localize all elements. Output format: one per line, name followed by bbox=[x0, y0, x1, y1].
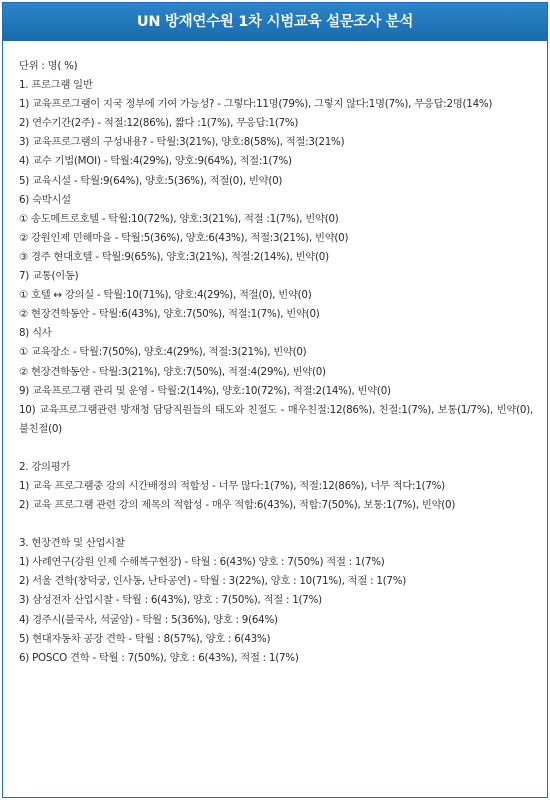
unit-label: 단위 : 명( %) bbox=[19, 60, 78, 72]
section-heading: 2. 강의평가 bbox=[19, 460, 71, 473]
list-item: 2) 서울 견학(창덕궁, 인사동, 난타공연) - 탁월 : 3(22%), 양호 : 10(71%), 적절 : 1(7%) bbox=[19, 575, 406, 588]
list-item: 6) 숙박시설 bbox=[19, 193, 71, 206]
list-item: 2) 연수기간(2주) - 적절:12(86%), 짧다 :1(7%), 무응답:1(7%) bbox=[19, 117, 299, 130]
section-heading: 1. 프로그램 일반 bbox=[19, 79, 93, 92]
list-item: 1) 교육프로그램이 지국 정부에 기여 가능성? - 그렇다:11명(79%), 그렇지 않다:1명(7%), 무응답:2명(14%) bbox=[19, 98, 493, 111]
list-item: 4) 교수 기법(MOI) - 탁월:4(29%), 양호:9(64%), 적절:1(7%) bbox=[19, 155, 292, 168]
list-item: 9) 교육프로그램 관리 및 운영 - 탁월:2(14%), 양호:10(72%), 적절:2(14%), 빈약(0) bbox=[19, 384, 391, 397]
list-item: 1) 사례연구(강원 인제 수해복구현장) - 탁월 : 6(43%) 양호 : 7(50%) 적절 : 1(7%) bbox=[19, 556, 385, 569]
section-heading: 3. 현장견학 및 산업시찰 bbox=[19, 537, 125, 550]
list-item: 7) 교통(이동) bbox=[19, 270, 79, 283]
list-item: 3) 교육프로그램의 구성내용? - 탁월:3(21%), 양호:8(58%), 적절:3(21%) bbox=[19, 136, 345, 149]
survey-content bbox=[3, 41, 547, 668]
list-item: 5) 현대자동차 공장 견학 - 탁월 : 8(57%), 양호 : 6(43%) bbox=[19, 632, 271, 645]
list-item: 8) 식사 bbox=[19, 327, 52, 340]
list-item: 10) 교육프로그램관련 방재청 담당직원들의 태도와 친절도 - 매우친절:12(86%), 친절:1(7%), 보통(1/7%), 빈약(0), 불친절(0) bbox=[19, 403, 533, 435]
list-item: 2) 교육 프로그램 관련 강의 제목의 적합성 - 매우 적합:6(43%), 적합:7(50%), 보통:1(7%), 빈약(0) bbox=[19, 499, 456, 512]
list-item: 4) 경주시(불국사, 석굴암) - 탁월 : 5(36%), 양호 : 9(64%) bbox=[19, 613, 278, 626]
list-item: ① 송도메트로호텔 - 탁월:10(72%), 양호:3(21%), 적절 :1(7%), 빈약(0) bbox=[19, 212, 339, 225]
list-item: ② 현장견학동안 - 탁월:3(21%), 양호:7(50%), 적절:4(29%), 빈약(0) bbox=[19, 365, 326, 378]
list-item: 1) 교육 프로그램중 강의 시간배정의 적합성 - 너무 많다:1(7%), 적절:12(86%), 너무 적다:1(7%) bbox=[19, 479, 445, 492]
list-item: ① 교육장소 - 탁월:7(50%), 양호:4(29%), 적절:3(21%), 빈약(0) bbox=[19, 346, 307, 359]
list-item: 3) 삼성전자 산업시찰 - 탁월 : 6(43%), 양호 : 7(50%), 적절 : 1(7%) bbox=[19, 594, 322, 607]
list-item: ① 호텔 ↔ 강의실 - 탁월:10(71%), 양호:4(29%), 적절(0), 빈약(0) bbox=[19, 289, 312, 302]
list-item: 6) POSCO 견학 - 탁월 : 7(50%), 양호 : 6(43%), 적절 : 1(7%) bbox=[19, 651, 299, 664]
list-item: ③ 경주 현대호텔 - 탁월:9(65%), 양호:3(21%), 적절:2(14%), 빈약(0) bbox=[19, 250, 329, 263]
list-item: 5) 교육시설 - 탁월:9(64%), 양호:5(36%), 적절(0), 빈약(0) bbox=[19, 174, 283, 187]
survey-panel bbox=[2, 2, 548, 798]
page-title: UN 방재연수원 1차 시범교육 설문조사 분석 bbox=[3, 3, 547, 41]
list-item: ② 현장견학동안 - 탁월:6(43%), 양호:7(50%), 적절:1(7%), 빈약(0) bbox=[19, 308, 320, 321]
list-item: ② 강원인제 민해마을 - 탁월:5(36%), 양호:6(43%), 적절:3(21%), 빈약(0) bbox=[19, 231, 349, 244]
